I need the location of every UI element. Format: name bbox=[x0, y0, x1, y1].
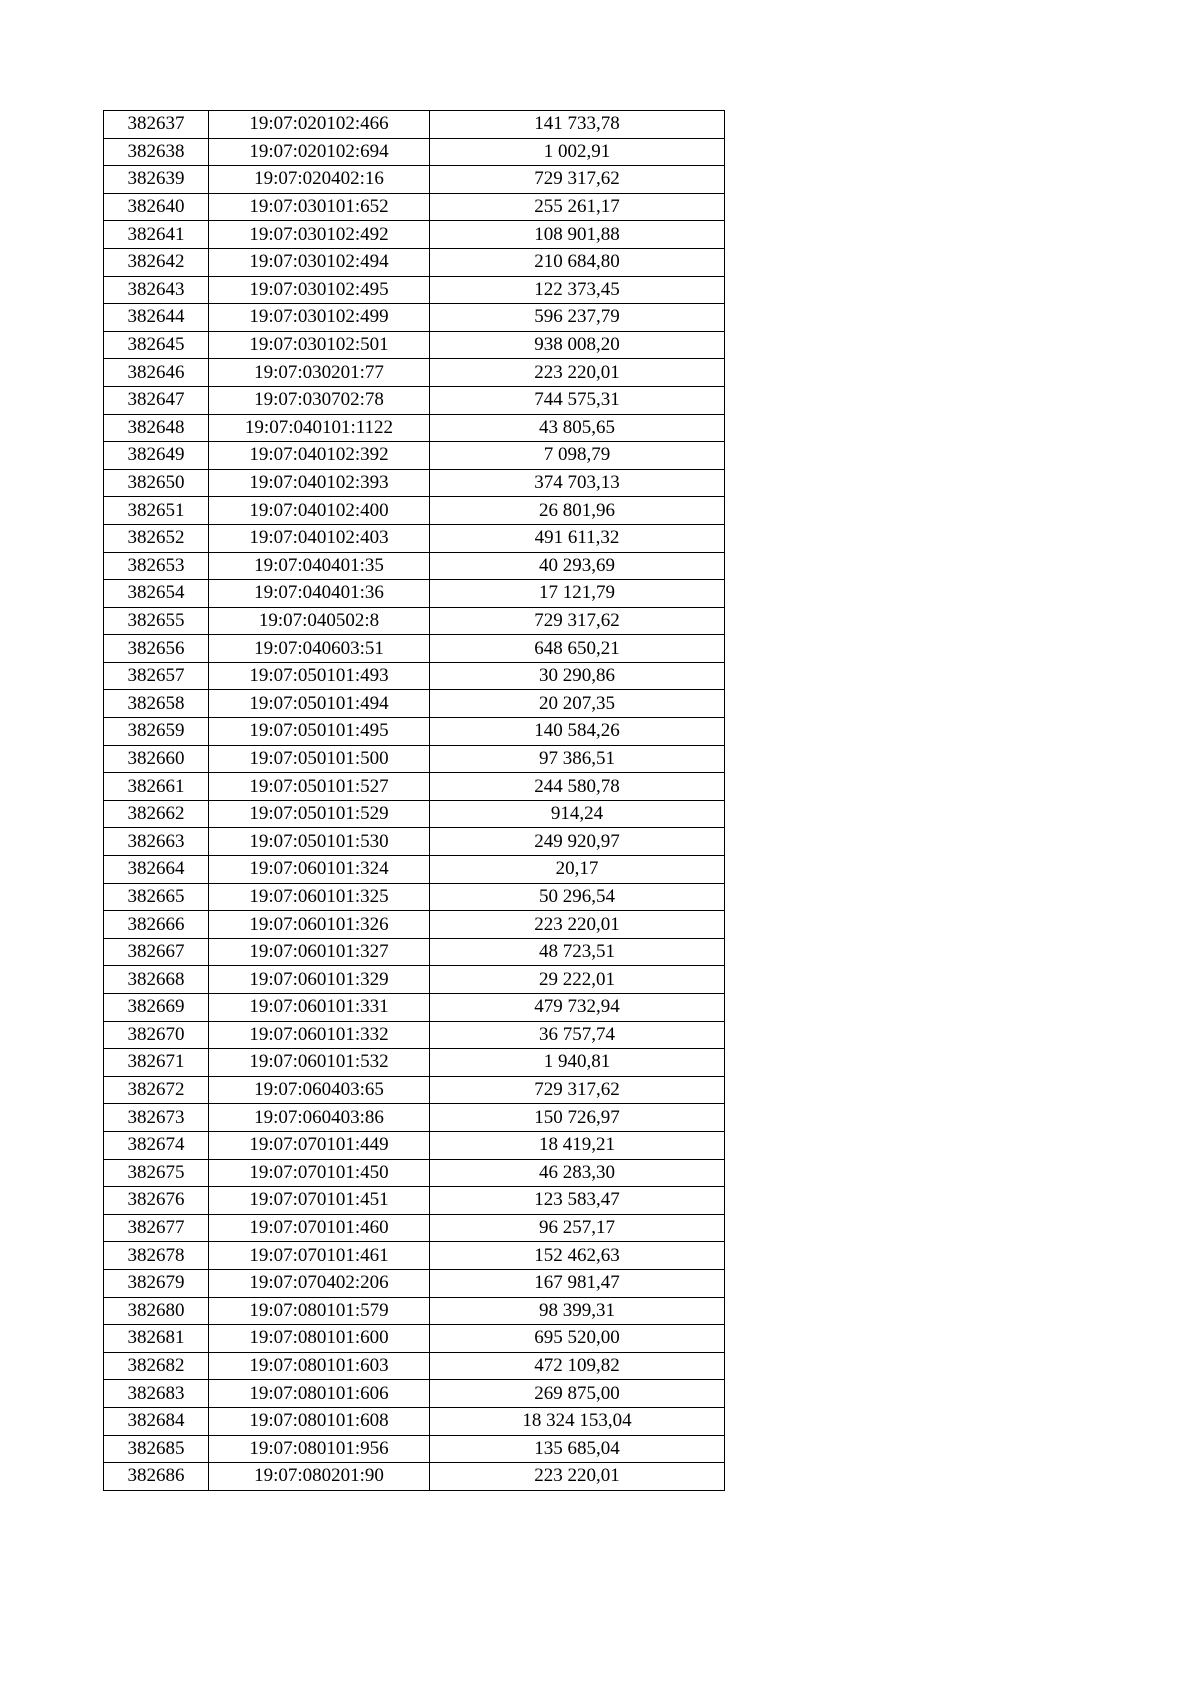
table-row bbox=[104, 1325, 725, 1353]
cadastral-number-cell: 19:07:060101:331 bbox=[209, 994, 430, 1022]
cadastral-number-cell: 19:07:040102:400 bbox=[209, 497, 430, 525]
table-row bbox=[104, 497, 725, 525]
value-cell: 255 261,17 bbox=[430, 193, 725, 221]
value-cell: 223 220,01 bbox=[430, 911, 725, 939]
value-cell: 40 293,69 bbox=[430, 552, 725, 580]
cadastral-number-cell: 19:07:030102:494 bbox=[209, 248, 430, 276]
row-number-cell: 382675 bbox=[104, 1159, 209, 1187]
cadastral-number-cell: 19:07:030201:77 bbox=[209, 359, 430, 387]
row-number-cell: 382683 bbox=[104, 1380, 209, 1408]
cadastral-number-cell: 19:07:060101:332 bbox=[209, 1021, 430, 1049]
cadastral-number-cell: 19:07:080101:600 bbox=[209, 1325, 430, 1353]
value-cell: 729 317,62 bbox=[430, 166, 725, 194]
cadastral-number-cell: 19:07:060101:327 bbox=[209, 938, 430, 966]
value-cell: 167 981,47 bbox=[430, 1269, 725, 1297]
cadastral-number-cell: 19:07:040401:35 bbox=[209, 552, 430, 580]
cadastral-number-cell: 19:07:050101:529 bbox=[209, 800, 430, 828]
cadastral-number-cell: 19:07:040101:1122 bbox=[209, 414, 430, 442]
row-number-cell: 382655 bbox=[104, 607, 209, 635]
value-cell: 648 650,21 bbox=[430, 635, 725, 663]
value-cell: 729 317,62 bbox=[430, 607, 725, 635]
table-row bbox=[104, 359, 725, 387]
value-cell: 1 002,91 bbox=[430, 138, 725, 166]
row-number-cell: 382674 bbox=[104, 1131, 209, 1159]
value-cell: 96 257,17 bbox=[430, 1214, 725, 1242]
value-cell: 30 290,86 bbox=[430, 662, 725, 690]
row-number-cell: 382678 bbox=[104, 1242, 209, 1270]
value-cell: 223 220,01 bbox=[430, 359, 725, 387]
value-cell: 135 685,04 bbox=[430, 1435, 725, 1463]
row-number-cell: 382642 bbox=[104, 248, 209, 276]
cadastral-number-cell: 19:07:060101:532 bbox=[209, 1049, 430, 1077]
cadastral-number-cell: 19:07:040401:36 bbox=[209, 580, 430, 608]
row-number-cell: 382637 bbox=[104, 111, 209, 139]
row-number-cell: 382664 bbox=[104, 856, 209, 884]
row-number-cell: 382676 bbox=[104, 1187, 209, 1215]
row-number-cell: 382668 bbox=[104, 966, 209, 994]
cadastral-number-cell: 19:07:030102:499 bbox=[209, 304, 430, 332]
row-number-cell: 382667 bbox=[104, 938, 209, 966]
value-cell: 744 575,31 bbox=[430, 386, 725, 414]
row-number-cell: 382638 bbox=[104, 138, 209, 166]
cadastral-number-cell: 19:07:080101:579 bbox=[209, 1297, 430, 1325]
cadastral-number-cell: 19:07:030102:492 bbox=[209, 221, 430, 249]
table-row bbox=[104, 994, 725, 1022]
row-number-cell: 382645 bbox=[104, 331, 209, 359]
value-cell: 123 583,47 bbox=[430, 1187, 725, 1215]
table-row bbox=[104, 248, 725, 276]
cadastral-number-cell: 19:07:080201:90 bbox=[209, 1463, 430, 1491]
table-row bbox=[104, 1021, 725, 1049]
value-cell: 18 324 153,04 bbox=[430, 1407, 725, 1435]
value-cell: 695 520,00 bbox=[430, 1325, 725, 1353]
table-row bbox=[104, 1242, 725, 1270]
cadastral-number-cell: 19:07:060101:326 bbox=[209, 911, 430, 939]
value-cell: 17 121,79 bbox=[430, 580, 725, 608]
cadastral-number-cell: 19:07:040502:8 bbox=[209, 607, 430, 635]
row-number-cell: 382660 bbox=[104, 745, 209, 773]
row-number-cell: 382651 bbox=[104, 497, 209, 525]
row-number-cell: 382672 bbox=[104, 1076, 209, 1104]
row-number-cell: 382673 bbox=[104, 1104, 209, 1132]
row-number-cell: 382684 bbox=[104, 1407, 209, 1435]
row-number-cell: 382677 bbox=[104, 1214, 209, 1242]
table-row bbox=[104, 745, 725, 773]
cadastral-number-cell: 19:07:030102:501 bbox=[209, 331, 430, 359]
table-row bbox=[104, 524, 725, 552]
table-row bbox=[104, 800, 725, 828]
table-row bbox=[104, 1159, 725, 1187]
row-number-cell: 382670 bbox=[104, 1021, 209, 1049]
table-row bbox=[104, 1297, 725, 1325]
value-cell: 914,24 bbox=[430, 800, 725, 828]
row-number-cell: 382649 bbox=[104, 442, 209, 470]
cadastral-number-cell: 19:07:040102:393 bbox=[209, 469, 430, 497]
cadastral-number-cell: 19:07:080101:606 bbox=[209, 1380, 430, 1408]
table-row bbox=[104, 1463, 725, 1491]
table-row bbox=[104, 1076, 725, 1104]
table-row bbox=[104, 111, 725, 139]
value-cell: 491 611,32 bbox=[430, 524, 725, 552]
value-cell: 20 207,35 bbox=[430, 690, 725, 718]
table-row bbox=[104, 442, 725, 470]
table-row bbox=[104, 276, 725, 304]
table-row bbox=[104, 580, 725, 608]
value-cell: 150 726,97 bbox=[430, 1104, 725, 1132]
cadastral-number-cell: 19:07:070101:460 bbox=[209, 1214, 430, 1242]
value-cell: 97 386,51 bbox=[430, 745, 725, 773]
table-row bbox=[104, 193, 725, 221]
row-number-cell: 382659 bbox=[104, 718, 209, 746]
table-row bbox=[104, 938, 725, 966]
cadastral-number-cell: 19:07:030101:652 bbox=[209, 193, 430, 221]
value-cell: 108 901,88 bbox=[430, 221, 725, 249]
table-row bbox=[104, 966, 725, 994]
value-cell: 472 109,82 bbox=[430, 1352, 725, 1380]
table-row bbox=[104, 304, 725, 332]
cadastral-number-cell: 19:07:070101:449 bbox=[209, 1131, 430, 1159]
value-cell: 140 584,26 bbox=[430, 718, 725, 746]
cadastral-number-cell: 19:07:070101:450 bbox=[209, 1159, 430, 1187]
row-number-cell: 382646 bbox=[104, 359, 209, 387]
table-row bbox=[104, 386, 725, 414]
table-row bbox=[104, 856, 725, 884]
data-table bbox=[103, 110, 725, 1491]
cadastral-number-cell: 19:07:050101:493 bbox=[209, 662, 430, 690]
table-row bbox=[104, 662, 725, 690]
row-number-cell: 382658 bbox=[104, 690, 209, 718]
cadastral-number-cell: 19:07:070101:451 bbox=[209, 1187, 430, 1215]
row-number-cell: 382641 bbox=[104, 221, 209, 249]
table-row bbox=[104, 1352, 725, 1380]
cadastral-number-cell: 19:07:070402:206 bbox=[209, 1269, 430, 1297]
value-cell: 244 580,78 bbox=[430, 773, 725, 801]
cadastral-number-cell: 19:07:030702:78 bbox=[209, 386, 430, 414]
row-number-cell: 382657 bbox=[104, 662, 209, 690]
value-cell: 7 098,79 bbox=[430, 442, 725, 470]
row-number-cell: 382680 bbox=[104, 1297, 209, 1325]
value-cell: 18 419,21 bbox=[430, 1131, 725, 1159]
row-number-cell: 382671 bbox=[104, 1049, 209, 1077]
row-number-cell: 382647 bbox=[104, 386, 209, 414]
value-cell: 729 317,62 bbox=[430, 1076, 725, 1104]
value-cell: 20,17 bbox=[430, 856, 725, 884]
row-number-cell: 382663 bbox=[104, 828, 209, 856]
cadastral-number-cell: 19:07:060101:324 bbox=[209, 856, 430, 884]
table-row bbox=[104, 690, 725, 718]
row-number-cell: 382639 bbox=[104, 166, 209, 194]
row-number-cell: 382652 bbox=[104, 524, 209, 552]
table-body bbox=[104, 111, 725, 1491]
value-cell: 36 757,74 bbox=[430, 1021, 725, 1049]
cadastral-number-cell: 19:07:060101:329 bbox=[209, 966, 430, 994]
table-row bbox=[104, 773, 725, 801]
cadastral-number-cell: 19:07:050101:527 bbox=[209, 773, 430, 801]
row-number-cell: 382662 bbox=[104, 800, 209, 828]
row-number-cell: 382666 bbox=[104, 911, 209, 939]
table-row bbox=[104, 1187, 725, 1215]
row-number-cell: 382648 bbox=[104, 414, 209, 442]
value-cell: 374 703,13 bbox=[430, 469, 725, 497]
row-number-cell: 382681 bbox=[104, 1325, 209, 1353]
table-row bbox=[104, 635, 725, 663]
cadastral-number-cell: 19:07:040102:392 bbox=[209, 442, 430, 470]
table-row bbox=[104, 1269, 725, 1297]
row-number-cell: 382686 bbox=[104, 1463, 209, 1491]
table-row bbox=[104, 166, 725, 194]
row-number-cell: 382650 bbox=[104, 469, 209, 497]
value-cell: 98 399,31 bbox=[430, 1297, 725, 1325]
cadastral-number-cell: 19:07:060101:325 bbox=[209, 883, 430, 911]
row-number-cell: 382679 bbox=[104, 1269, 209, 1297]
value-cell: 26 801,96 bbox=[430, 497, 725, 525]
row-number-cell: 382640 bbox=[104, 193, 209, 221]
value-cell: 269 875,00 bbox=[430, 1380, 725, 1408]
table-row bbox=[104, 1049, 725, 1077]
value-cell: 210 684,80 bbox=[430, 248, 725, 276]
cadastral-number-cell: 19:07:050101:500 bbox=[209, 745, 430, 773]
cadastral-number-cell: 19:07:020402:16 bbox=[209, 166, 430, 194]
row-number-cell: 382682 bbox=[104, 1352, 209, 1380]
cadastral-number-cell: 19:07:080101:956 bbox=[209, 1435, 430, 1463]
row-number-cell: 382654 bbox=[104, 580, 209, 608]
value-cell: 938 008,20 bbox=[430, 331, 725, 359]
value-cell: 50 296,54 bbox=[430, 883, 725, 911]
table-row bbox=[104, 221, 725, 249]
table-row bbox=[104, 1214, 725, 1242]
table-row bbox=[104, 1380, 725, 1408]
value-cell: 152 462,63 bbox=[430, 1242, 725, 1270]
row-number-cell: 382665 bbox=[104, 883, 209, 911]
row-number-cell: 382685 bbox=[104, 1435, 209, 1463]
table-row bbox=[104, 911, 725, 939]
cadastral-number-cell: 19:07:080101:603 bbox=[209, 1352, 430, 1380]
table-row bbox=[104, 331, 725, 359]
table-row bbox=[104, 1435, 725, 1463]
cadastral-number-cell: 19:07:040603:51 bbox=[209, 635, 430, 663]
table-row bbox=[104, 1131, 725, 1159]
cadastral-number-cell: 19:07:050101:495 bbox=[209, 718, 430, 746]
row-number-cell: 382653 bbox=[104, 552, 209, 580]
cadastral-number-cell: 19:07:020102:466 bbox=[209, 111, 430, 139]
value-cell: 141 733,78 bbox=[430, 111, 725, 139]
cadastral-number-cell: 19:07:070101:461 bbox=[209, 1242, 430, 1270]
table-row bbox=[104, 552, 725, 580]
row-number-cell: 382643 bbox=[104, 276, 209, 304]
cadastral-number-cell: 19:07:040102:403 bbox=[209, 524, 430, 552]
cadastral-number-cell: 19:07:050101:530 bbox=[209, 828, 430, 856]
table-row bbox=[104, 1407, 725, 1435]
value-cell: 249 920,97 bbox=[430, 828, 725, 856]
cadastral-number-cell: 19:07:030102:495 bbox=[209, 276, 430, 304]
value-cell: 29 222,01 bbox=[430, 966, 725, 994]
row-number-cell: 382644 bbox=[104, 304, 209, 332]
value-cell: 223 220,01 bbox=[430, 1463, 725, 1491]
row-number-cell: 382661 bbox=[104, 773, 209, 801]
row-number-cell: 382656 bbox=[104, 635, 209, 663]
table-row bbox=[104, 828, 725, 856]
value-cell: 596 237,79 bbox=[430, 304, 725, 332]
value-cell: 122 373,45 bbox=[430, 276, 725, 304]
cadastral-number-cell: 19:07:060403:86 bbox=[209, 1104, 430, 1132]
table-row bbox=[104, 883, 725, 911]
value-cell: 48 723,51 bbox=[430, 938, 725, 966]
cadastral-number-cell: 19:07:020102:694 bbox=[209, 138, 430, 166]
cadastral-number-cell: 19:07:050101:494 bbox=[209, 690, 430, 718]
value-cell: 479 732,94 bbox=[430, 994, 725, 1022]
table-row bbox=[104, 469, 725, 497]
table-row bbox=[104, 414, 725, 442]
cadastral-number-cell: 19:07:080101:608 bbox=[209, 1407, 430, 1435]
value-cell: 1 940,81 bbox=[430, 1049, 725, 1077]
row-number-cell: 382669 bbox=[104, 994, 209, 1022]
table-row bbox=[104, 607, 725, 635]
table-row bbox=[104, 718, 725, 746]
cadastral-number-cell: 19:07:060403:65 bbox=[209, 1076, 430, 1104]
table-row bbox=[104, 1104, 725, 1132]
value-cell: 46 283,30 bbox=[430, 1159, 725, 1187]
value-cell: 43 805,65 bbox=[430, 414, 725, 442]
table-row bbox=[104, 138, 725, 166]
